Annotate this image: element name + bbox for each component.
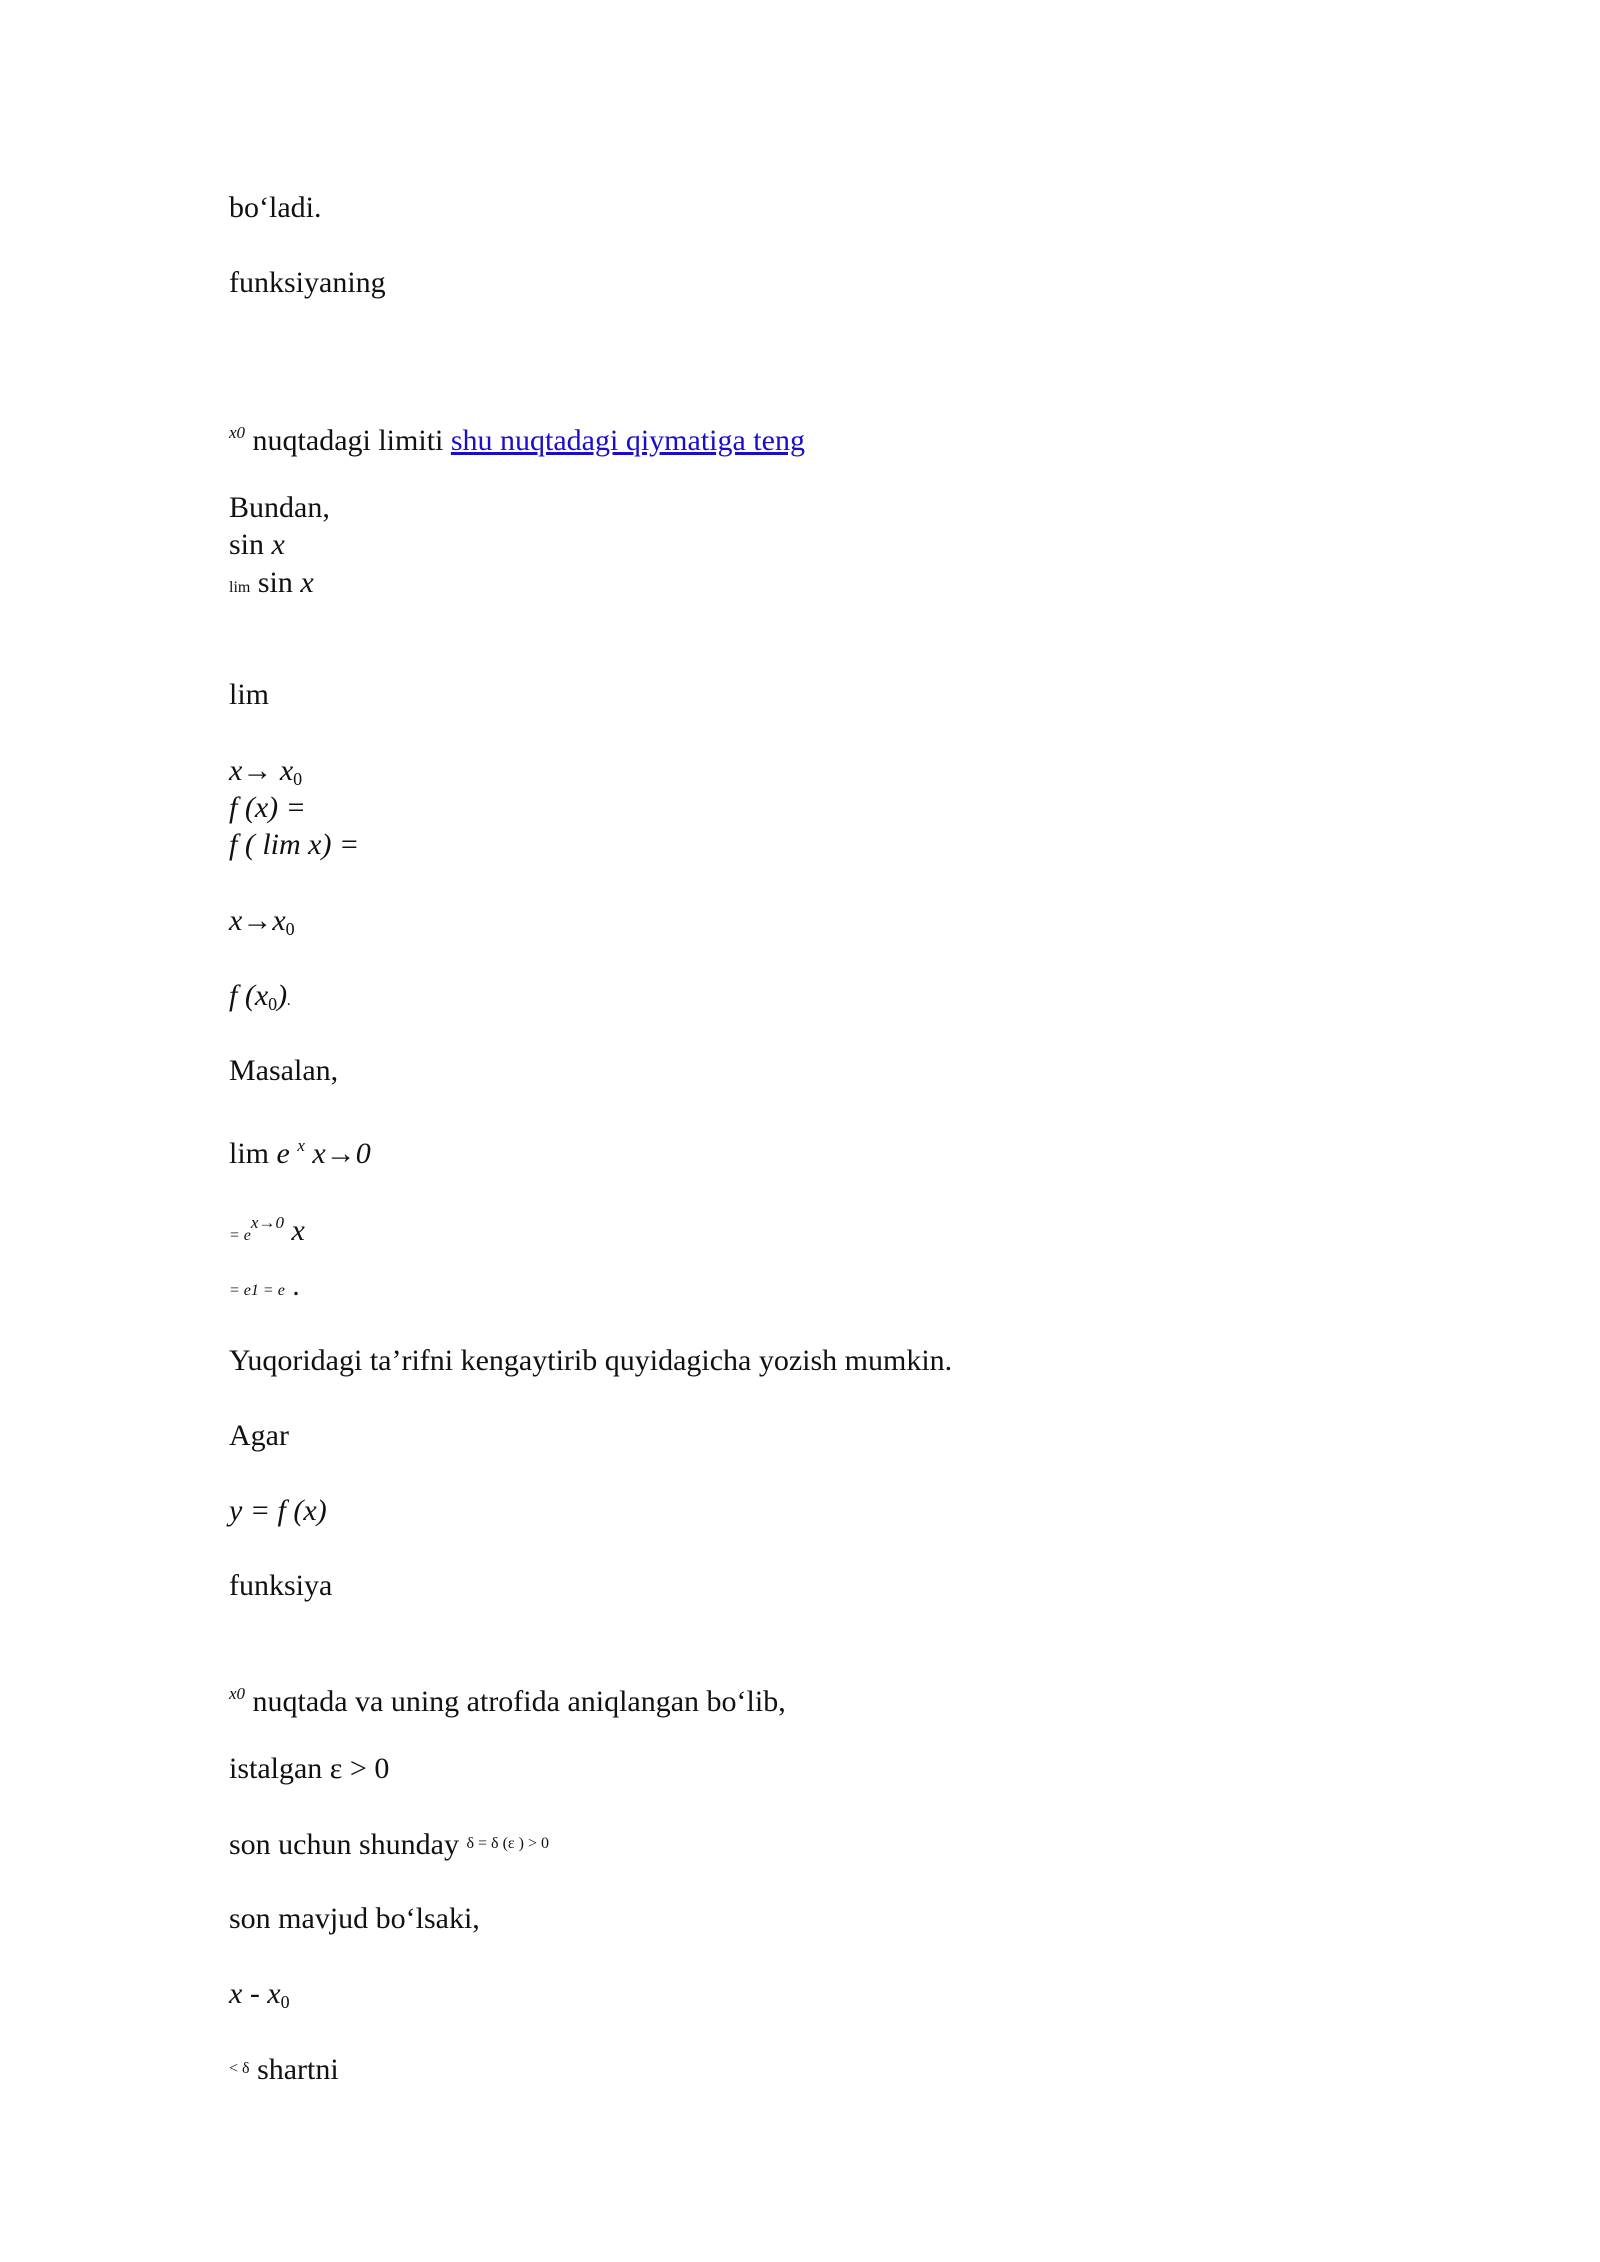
text-line xyxy=(229,1826,549,1863)
text-line xyxy=(229,1343,952,1379)
formula-span: = e1 = e xyxy=(229,1282,285,1299)
formula-span: . xyxy=(287,992,292,1009)
text-line xyxy=(229,1676,786,1720)
formula-line xyxy=(229,978,291,1022)
formula-span: f (x) = xyxy=(229,791,306,824)
text-span: bo‘ladi. xyxy=(229,191,322,224)
formula-variable: e xyxy=(276,1137,290,1170)
text-line xyxy=(229,1901,480,1937)
formula-span: . xyxy=(284,1269,300,1302)
text-line xyxy=(229,415,805,459)
formula-line xyxy=(229,565,314,606)
text-span: Yuqoridagi ta’rifni kengaytirib quyidagicha yozish mumkin. xyxy=(229,1344,953,1377)
variable-x0: x0 xyxy=(229,1684,246,1703)
formula-span: x→0 xyxy=(304,1137,371,1170)
formula-span: y = f (x) xyxy=(229,1494,327,1527)
variable-x0: x0 xyxy=(229,423,246,442)
hyperlink[interactable]: shu nuqtadagi qiymatiga teng xyxy=(450,424,805,457)
formula-line xyxy=(229,903,295,947)
text-span: funksiya xyxy=(229,1569,333,1602)
formula-span: lim xyxy=(229,678,270,711)
formula-span: ) xyxy=(277,979,288,1012)
formula-superscript: x xyxy=(297,1136,305,1155)
formula-span: sin xyxy=(250,566,301,599)
formula-variable: x xyxy=(271,528,285,561)
text-span: son mavjud bo‘lsaki, xyxy=(229,1902,480,1935)
formula-span: sin xyxy=(229,528,272,561)
text-line xyxy=(229,490,330,526)
formula-subscript: 0 xyxy=(293,769,303,789)
formula-line xyxy=(229,827,359,863)
formula-line xyxy=(229,1976,290,2020)
formula-span: x - x xyxy=(229,1977,281,2010)
formula-line xyxy=(229,1268,300,1309)
text-span: nuqtada va uning atrofida aniqlangan bo‘lib, xyxy=(252,1685,786,1718)
formula-line xyxy=(229,677,269,713)
formula-span: x→ x xyxy=(229,754,294,787)
text-line xyxy=(229,1418,289,1454)
formula-span: f (x xyxy=(229,979,269,1012)
text-span: Bundan, xyxy=(229,491,330,524)
text-span: shartni xyxy=(249,2053,339,2086)
formula-span: = e xyxy=(229,1227,251,1244)
text-line xyxy=(229,265,386,301)
text-span: son uchun shunday xyxy=(229,1828,467,1861)
formula-span: lim xyxy=(229,579,251,596)
formula-line xyxy=(229,1205,305,1254)
formula-variable: x xyxy=(300,566,314,599)
formula-superscript: x→0 xyxy=(250,1213,284,1232)
formula-line xyxy=(229,1128,371,1172)
text-line xyxy=(229,190,321,226)
text-line xyxy=(229,1568,332,1604)
text-line xyxy=(229,2051,339,2088)
formula-variable: x xyxy=(283,1214,305,1247)
text-span: istalgan ε > 0 xyxy=(229,1752,390,1785)
formula-span: < δ xyxy=(229,2060,250,2077)
formula-span: x→x xyxy=(229,904,286,937)
formula-span: lim xyxy=(229,1137,277,1170)
text-line xyxy=(229,1751,389,1787)
text-line xyxy=(229,1053,338,1089)
formula-line xyxy=(229,790,306,826)
formula-span: f ( lim x) = xyxy=(229,828,360,861)
text-span: Agar xyxy=(229,1419,289,1452)
formula-line xyxy=(229,527,285,563)
text-span: nuqtadagi limiti xyxy=(252,424,451,457)
formula-subscript: 0 xyxy=(268,994,278,1014)
formula-span: δ = δ (ε ) > 0 xyxy=(466,1835,549,1852)
text-span: Masalan, xyxy=(229,1054,339,1087)
formula-subscript: 0 xyxy=(280,1992,290,2012)
formula-subscript: 0 xyxy=(285,919,295,939)
formula-line xyxy=(229,1493,327,1529)
text-span: funksiyaning xyxy=(229,266,386,299)
